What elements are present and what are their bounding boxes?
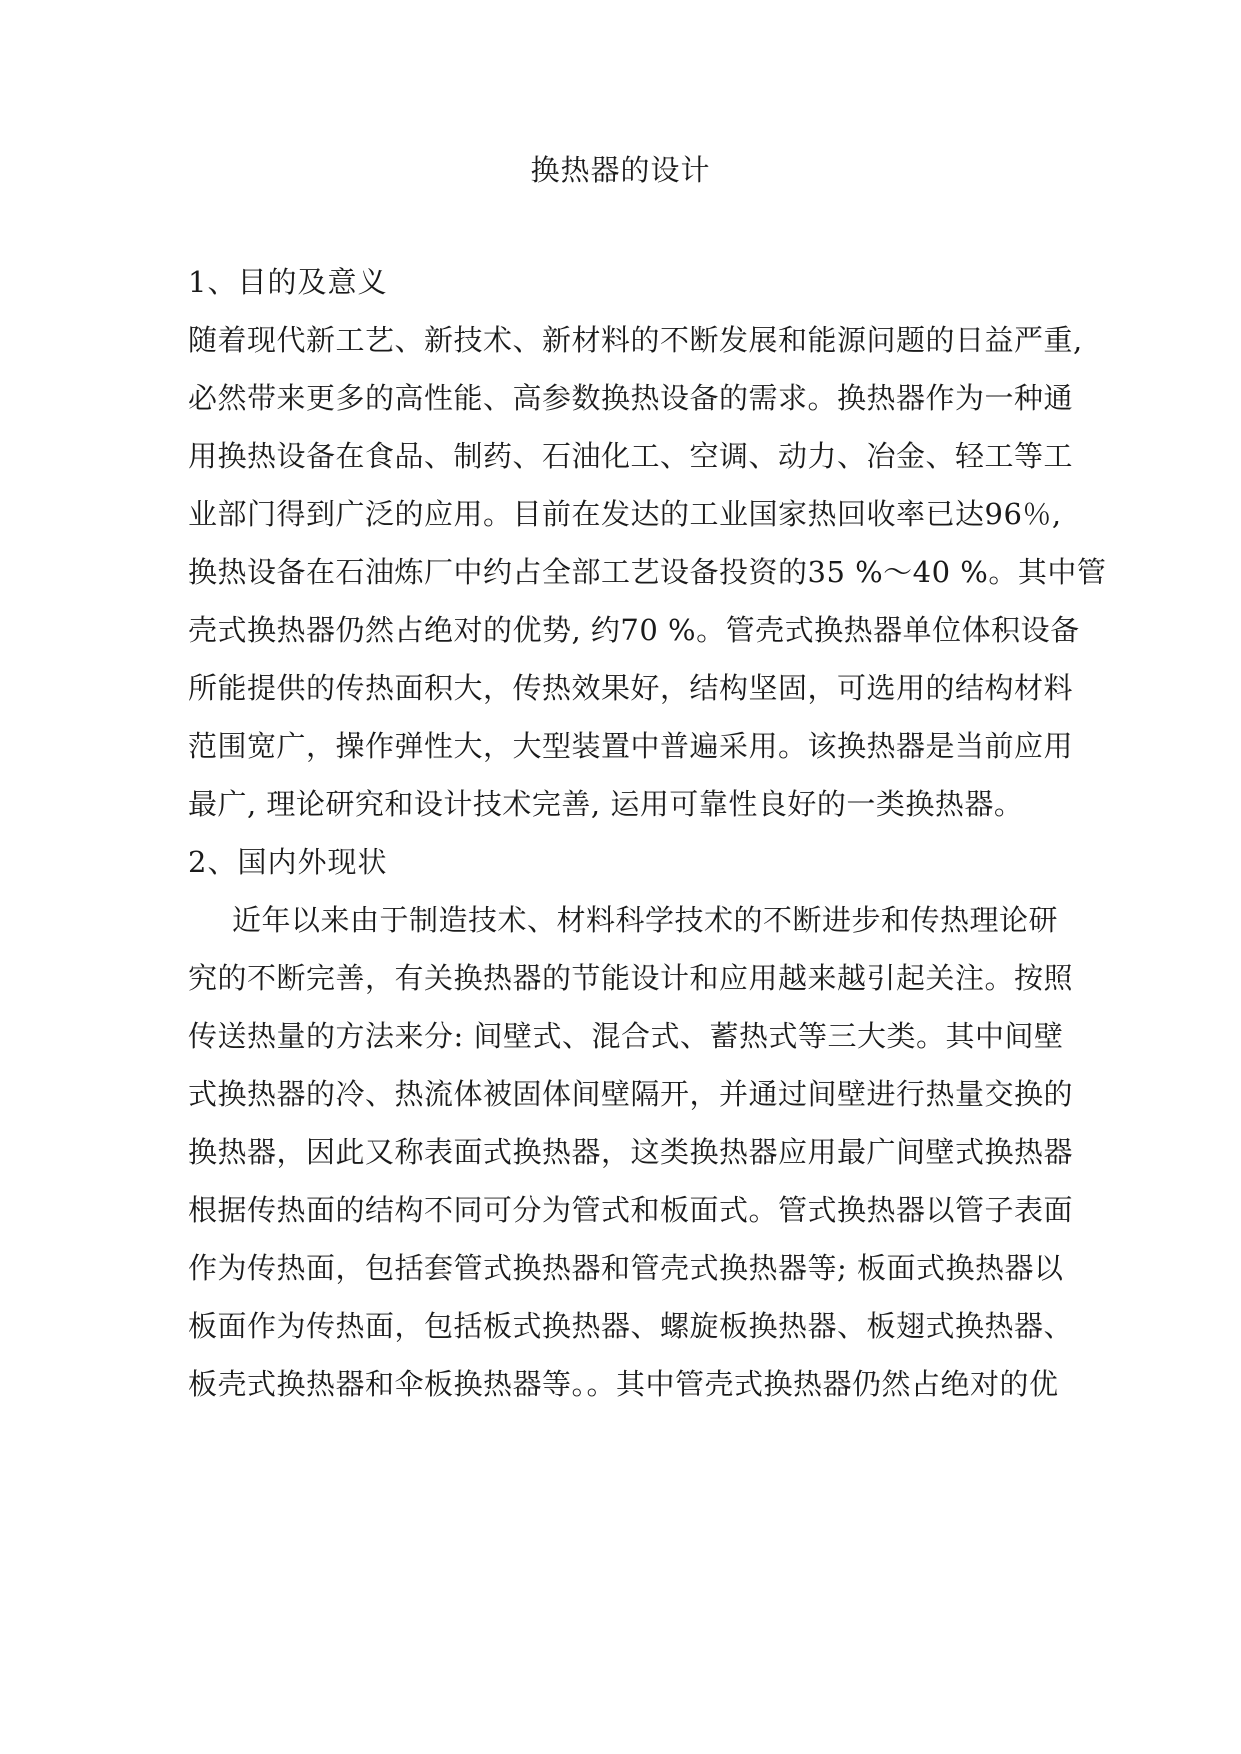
section-1-line: 用换热设备在食品、制药、石油化工、空调、动力、冶金、轻工等工	[188, 439, 1074, 473]
section-1-line: 所能提供的传热面积大，传热效果好，结构坚固，可选用的结构材料	[188, 671, 1074, 705]
section-1-line: 业部门得到广泛的应用。目前在发达的工业国家热回收率已达96％,	[188, 497, 1062, 531]
section-1-line: 随着现代新工艺、新技术、新材料的不断发展和能源问题的日益严重,	[188, 323, 1083, 357]
document-title: 换热器的设计	[530, 153, 711, 187]
section-2-line: 究的不断完善，有关换热器的节能设计和应用越来越引起关注。按照	[188, 961, 1074, 995]
section-2-line: 式换热器的冷、热流体被固体间壁隔开，并通过间壁进行热量交换的	[188, 1077, 1074, 1111]
section-2-line: 板面作为传热面，包括板式换热器、螺旋板换热器、板翅式换热器、	[188, 1309, 1074, 1343]
section-1-line: 换热设备在石油炼厂中约占全部工艺设备投资的35 %～40 %。其中管	[188, 555, 1107, 589]
section-2-line: 传送热量的方法来分: 间壁式、混合式、蓄热式等三大类。其中间壁	[188, 1019, 1064, 1053]
section-2-line: 近年以来由于制造技术、材料科学技术的不断进步和传热理论研	[232, 903, 1059, 937]
section-2-line: 根据传热面的结构不同可分为管式和板面式。管式换热器以管子表面	[188, 1193, 1074, 1227]
section-1-line: 最广, 理论研究和设计技术完善, 运用可靠性良好的一类换热器。	[188, 787, 1024, 821]
section-1-line: 壳式换热器仍然占绝对的优势, 约70 %。管壳式换热器单位体积设备	[188, 613, 1080, 647]
section-1-heading: 1、目的及意义	[188, 265, 388, 299]
section-2-heading: 2、国内外现状	[188, 845, 388, 879]
section-2-line: 换热器，因此又称表面式换热器，这类换热器应用最广间壁式换热器	[188, 1135, 1074, 1169]
section-2-line: 作为传热面，包括套管式换热器和管壳式换热器等; 板面式换热器以	[188, 1251, 1064, 1285]
section-1-line: 范围宽广，操作弹性大，大型装置中普遍采用。该换热器是当前应用	[188, 729, 1074, 763]
section-2-line: 板壳式换热器和伞板换热器等。。其中管壳式换热器仍然占绝对的优	[188, 1367, 1059, 1401]
section-1-line: 必然带来更多的高性能、高参数换热设备的需求。换热器作为一种通	[188, 381, 1074, 415]
